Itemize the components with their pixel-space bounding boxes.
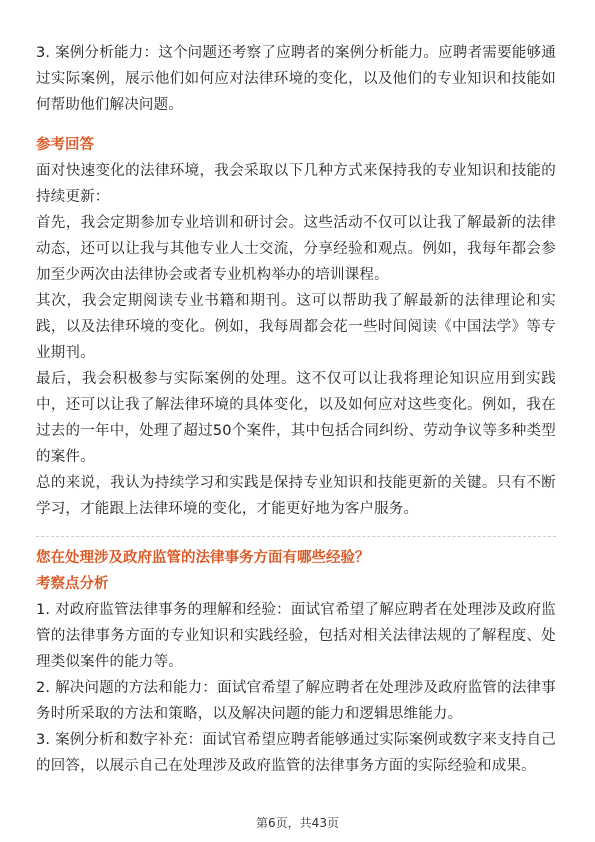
answer-heading: 参考回答 [36,137,94,153]
section-divider [36,536,556,537]
page-number: 第6页，共43页 [256,816,339,830]
document-page [36,40,556,779]
analysis-item: 1. 对政府监管法律事务的理解和经验：面试官希望了解应聘者在处理涉及政府监管的法律事务方面的专业知识和实践经验，包括对相关法律法规的了解程度、处理类似案件的能力等。 [36,602,556,670]
answer-paragraph: 面对快速变化的法律环境，我会采取以下几种方式来保持我的专业知识和技能的持续更新： [36,163,556,205]
analysis-item: 2. 解决问题的方法和能力：面试官希望了解应聘者在处理涉及政府监管的法律事务时所采取的方法和策略，以及解决问题的能力和逻辑思维能力。 [36,680,556,722]
criteria-item-3: 3. 案例分析能力：这个问题还考察了应聘者的案例分析能力。应聘者需要能够通过实际案例，展示他们如何应对法律环境的变化，以及他们的专业知识和技能如何帮助他们解决问题。 [36,45,556,113]
analysis-item: 3. 案例分析和数字补充：面试官希望应聘者能够通过实际案例或数字来支持自己的回答，以展示自己在处理涉及政府监管的法律事务方面的实际经验和成果。 [36,732,556,774]
answer-paragraph: 首先，我会定期参加专业培训和研讨会。这些活动不仅可以让我了解最新的法律动态，还可以让我与其他专业人士交流，分享经验和观点。例如，我每年都会参加至少两次由法律协会或者专业机构举办的培训课程。 [36,215,556,283]
analysis-heading: 考察点分析 [36,576,109,592]
answer-paragraph: 总的来说，我认为持续学习和实践是保持专业知识和技能更新的关键。只有不断学习，才能跟上法律环境的变化，才能更好地为客户服务。 [36,475,556,517]
spacer [36,118,556,132]
question-title: 您在处理涉及政府监管的法律事务方面有哪些经验？ [36,550,370,566]
answer-paragraph: 其次，我会定期阅读专业书籍和期刊。这可以帮助我了解最新的法律理论和实践，以及法律环境的变化。例如，我每周都会花一些时间阅读《中国法学》等专业期刊。 [36,293,556,361]
answer-paragraph: 最后，我会积极参与实际案例的处理。这不仅可以让我将理论知识应用到实践中，还可以让我了解法律环境的具体变化，以及如何应对这些变化。例如，我在过去的一年中，处理了超过50个案件，其中包括合同纠纷、劳动争议等多种类型的案件。 [36,371,556,465]
